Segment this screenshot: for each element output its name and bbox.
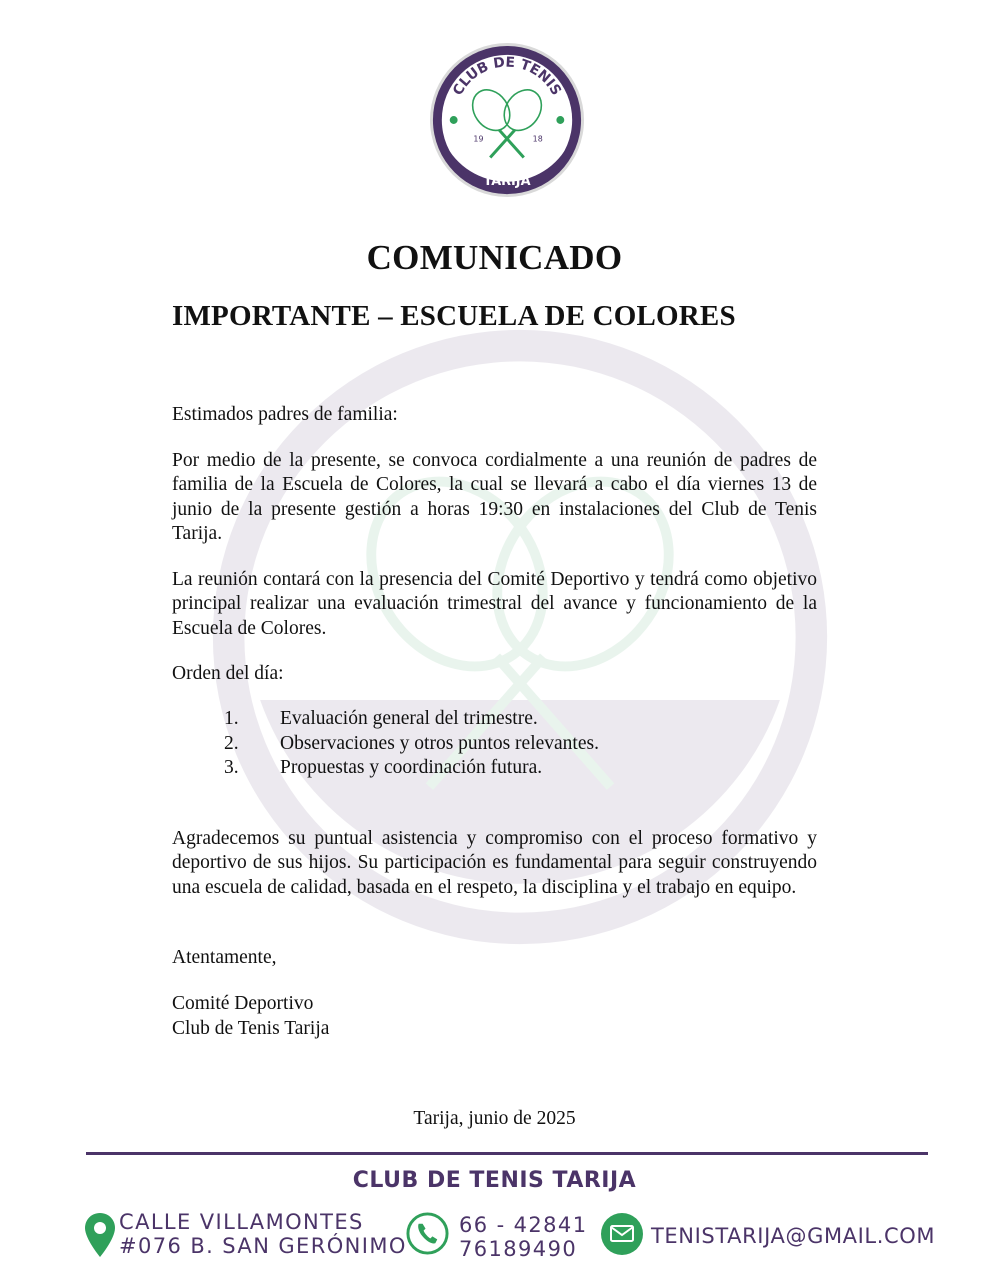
phone-icon [405,1211,450,1256]
list-item-text: Observaciones y otros puntos relevantes. [280,732,599,754]
logo-year-left: 19 [473,134,484,144]
signature-committee: Comité Deportivo [172,993,314,1014]
list-item-number: 2. [224,732,239,754]
paragraph-thanks: Agradecemos su puntual asistencia y compromiso con el proceso formativo y deportivo de sus hijos. Su participación es fundamental para seguir construyendo una escuela de calidad, basada en el respeto, la disciplina y el trabajo en equipo. [172,828,817,898]
paragraph-invitation: Por medio de la presente, se convoca cordialmente a una reunión de padres de familia de la Escuela de Colores, la cual se llevará a cabo el día viernes 13 de junio de la presente gestión a horas 19:30 en instalaciones del Club de Tenis Tarija. [172,450,817,544]
club-logo [428,40,586,200]
place-date: Tarija, junio de 2025 [413,1108,576,1129]
paragraph-objective: La reunión contará con la presencia del Comité Deportivo y tendrá como objetivo principal realizar una evaluación trimestral del avance y funcionamiento de la Escuela de Colores. [172,569,817,639]
footer-email: TENISTARIJA@GMAIL.COM [651,1224,936,1248]
logo-year-right: 18 [532,134,543,144]
list-item [224,732,599,757]
greeting: Estimados padres de familia: [172,404,398,425]
footer-address-line-1: CALLE VILLAMONTES [119,1210,364,1234]
footer-phones [459,1213,587,1261]
closing: Atentamente, [172,947,277,968]
tennis-ball-icon [556,116,564,124]
footer-phone-1: 66 - 42841 [459,1213,588,1237]
footer-phone-2: 76189490 [459,1237,578,1261]
list-item [224,756,599,781]
list-item-number: 1. [224,708,239,729]
page-subtitle: IMPORTANTE – ESCUELA DE COLORES [172,300,736,332]
location-pin-icon [84,1212,116,1258]
footer-divider [86,1152,928,1155]
logo-bottom-text: TARIJA [483,174,531,190]
footer-club-name: CLUB DE TENIS TARIJA [352,1168,637,1193]
list-item-text: Evaluación general del trimestre. [280,708,538,729]
list-item-text: Propuestas y coordinación futura. [280,757,543,778]
footer-address-line-2: #076 B. SAN GERÓNIMO [119,1234,407,1258]
agenda-list [224,707,599,781]
list-item-number: 3. [224,757,239,778]
footer-address [119,1210,407,1258]
logo-top-text: CLUB DE TENIS [449,54,565,99]
mail-icon [600,1212,644,1256]
tennis-ball-icon [450,116,458,124]
signature-club: Club de Tenis Tarija [172,1018,330,1039]
agenda-heading: Orden del día: [172,663,284,684]
list-item [224,707,599,732]
page-title: COMUNICADO [366,238,623,277]
